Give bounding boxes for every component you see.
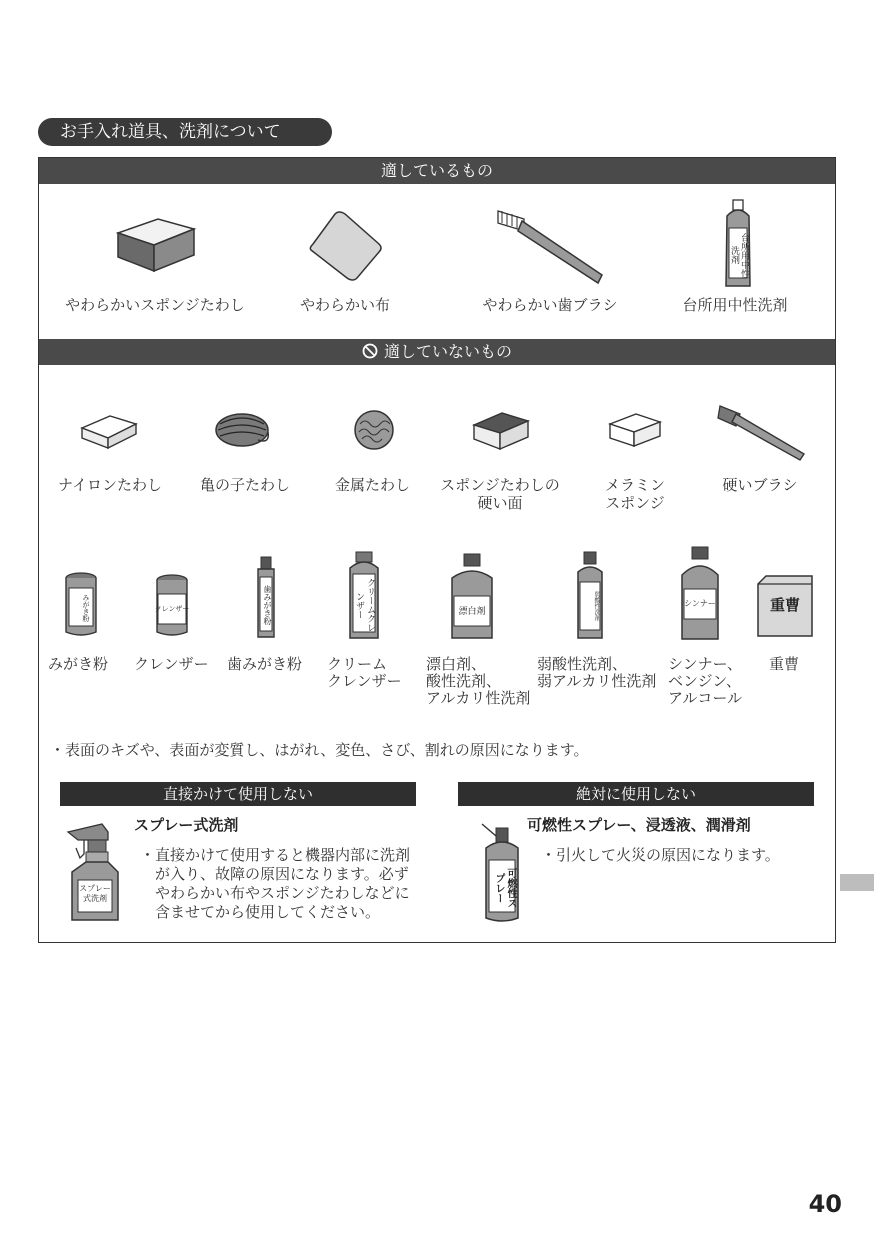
warning-right-header: 絶対に使用しない — [458, 782, 814, 806]
polishing-powder-can-text: みがき粉 — [82, 594, 90, 622]
cleanser-can-text: クレンザー — [154, 605, 190, 613]
unsuitable-label-melamine-1: メラミン — [604, 476, 665, 494]
page-number: 40 — [808, 1190, 842, 1218]
thinner-bottle-text: シンナー — [684, 599, 716, 608]
unsuitable-label-nylon: ナイロンたわし — [58, 476, 162, 494]
unsuitable-label-cleanser: クレンザー — [134, 655, 209, 673]
unsuitable-label-cream-cleanser-1: クリーム — [327, 655, 388, 673]
hard-brush-illustration — [716, 400, 808, 462]
section-title: お手入れ道具、洗剤について — [38, 118, 332, 146]
nylon-scrubber-illustration — [78, 410, 140, 452]
unsuitable-label-polishing-powder: みがき粉 — [48, 655, 109, 673]
sponge-hard-side-illustration — [470, 405, 532, 455]
warning-left-line-2: が入り、故障の原因になります。必ず — [155, 865, 409, 883]
unsuitable-header — [39, 339, 835, 365]
unsuitable-label-bleach-2: 酸性洗剤、 — [426, 672, 502, 690]
prohibited-icon — [362, 343, 378, 359]
soft-toothbrush-illustration — [494, 203, 609, 288]
cream-cleanser-bottle-text: クリームクレンザー — [354, 578, 375, 632]
spray-bottle-text: スプレー式洗剤 — [79, 884, 111, 903]
suitable-label-detergent: 台所用中性洗剤 — [682, 296, 788, 314]
soft-cloth-illustration — [305, 208, 385, 283]
neutral-detergent-bottle-text: 台所用中性洗剤 — [729, 232, 749, 278]
unsuitable-label-cream-cleanser-2: クレンザー — [327, 672, 402, 690]
unsuitable-label-melamine-2: スポンジ — [605, 494, 665, 512]
unsuitable-label-thinner-3: アルコール — [668, 689, 743, 707]
unsuitable-header-label: 適していないもの — [383, 342, 512, 361]
thinner-bottle-illustration — [678, 545, 722, 643]
melamine-sponge-illustration — [606, 408, 664, 450]
warning-left-line-3: やわらかい布やスポンジたわしなどに — [155, 884, 410, 902]
weak-acid-detergent-bottle-text: 弱酸性洗剤 — [593, 591, 600, 621]
warning-left-line-4: 含ませてから使用してください。 — [155, 903, 381, 921]
suitable-header — [39, 158, 835, 184]
suitable-label-cloth: やわらかい布 — [299, 296, 390, 314]
unsuitable-label-sponge-hard-1: スポンジたわしの — [440, 476, 560, 494]
unsuitable-label-weak-acid-2: 弱アルカリ性洗剤 — [537, 672, 657, 690]
unsuitable-label-hard-brush: 硬いブラシ — [722, 476, 798, 494]
unsuitable-label-bleach-3: アルカリ性洗剤 — [426, 689, 531, 707]
unsuitable-label-thinner-2: ベンジン、 — [668, 672, 742, 690]
unsuitable-label-bleach-1: 漂白剤、 — [426, 655, 487, 673]
baking-soda-box-text: 重曹 — [769, 596, 800, 614]
unsuitable-label-steel-wool: 金属たわし — [334, 476, 410, 494]
warning-left-header: 直接かけて使用しない — [60, 782, 416, 806]
warning-left-line-1: ・直接かけて使用すると機器内部に洗剤 — [140, 846, 411, 864]
palm-scrubber-illustration — [212, 408, 274, 452]
unsuitable-label-thinner-1: シンナー、 — [668, 655, 743, 673]
unsuitable-label-palm-scrubber: 亀の子たわし — [199, 476, 290, 494]
soft-sponge-illustration — [110, 205, 200, 275]
toothpaste-tube-text: 歯みがき粉 — [263, 585, 272, 625]
unsuitable-label-sponge-hard-2: 硬い面 — [477, 494, 523, 512]
flammable-spray-can-text: 可燃性スプレー — [493, 868, 516, 908]
suitable-label-sponge: やわらかいスポンジたわし — [65, 296, 245, 314]
spray-bottle-illustration — [62, 818, 124, 926]
warning-left-title: スプレー式洗剤 — [134, 816, 239, 834]
unsuitable-note: ・表面のキズや、表面が変質し、はがれ、変色、さび、割れの原因になります。 — [50, 741, 589, 759]
steel-wool-illustration — [350, 406, 400, 454]
unsuitable-label-baking-soda: 重曹 — [769, 655, 800, 673]
bleach-bottle-illustration — [448, 552, 496, 642]
unsuitable-label-toothpaste: 歯みがき粉 — [227, 655, 303, 673]
warning-right-line: ・引火して火災の原因になります。 — [541, 846, 780, 864]
warning-right-title: 可燃性スプレー、浸透液、潤滑剤 — [527, 816, 751, 834]
suitable-label-toothbrush: やわらかい歯ブラシ — [482, 296, 618, 314]
unsuitable-label-weak-acid-1: 弱酸性洗剤、 — [537, 655, 628, 673]
side-index-tab — [840, 874, 874, 891]
bleach-bottle-text: 漂白剤 — [458, 607, 486, 617]
suitable-header-label: 適しているもの — [380, 161, 493, 180]
